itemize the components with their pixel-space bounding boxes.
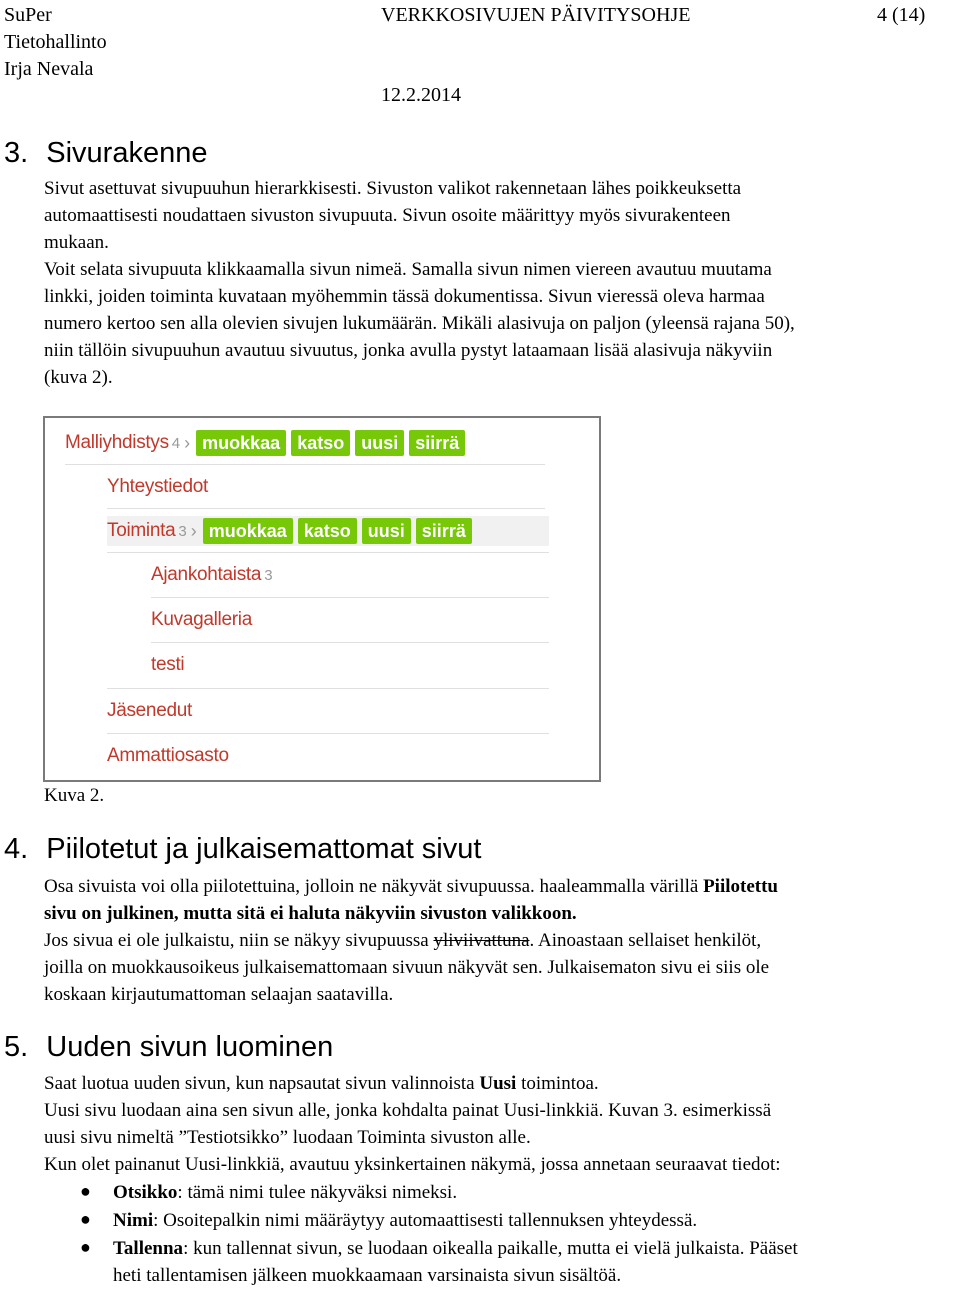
edit-button[interactable]: muokkaa	[196, 430, 286, 456]
text-line	[44, 1070, 944, 1097]
row-divider	[107, 552, 549, 553]
tree-item-malliyhdistys[interactable]: Malliyhdistys	[65, 432, 169, 453]
section-3-number: 3.	[4, 137, 29, 169]
text-line	[44, 873, 944, 900]
text-line: Sivut asettuvat sivupuuhun hierarkkisesti. Sivuston valikot rakennetaan lähes poikkeuksetta	[44, 178, 742, 199]
bullet-icon: ●	[80, 1209, 91, 1229]
chevron-right-icon: ›	[190, 520, 197, 541]
row-divider	[107, 688, 549, 689]
edit-button[interactable]: muokkaa	[203, 518, 293, 544]
text-line: Voit selata sivupuuta klikkaamalla sivun nimeä. Samalla sivun nimen viereen avautuu muutama	[44, 259, 772, 280]
text-span: Osa sivuista voi olla piilotettuina, jolloin ne näkyvät sivupuussa. haaleammalla värillä	[44, 876, 704, 897]
tree-row-yhteystiedot	[107, 472, 208, 502]
text-line: linkki, joiden toiminta kuvataan myöhemmin tässä dokumentissa. Sivun vieressä oleva harmaa	[44, 286, 765, 307]
bullet-icon: ●	[80, 1237, 91, 1257]
bold-text: sivu on julkinen, mutta sitä ei haluta näkyviin sivuston valikkoon.	[44, 903, 577, 924]
view-button[interactable]: katso	[291, 430, 350, 456]
section-4-title: Piilotetut ja julkaisemattomat sivut	[46, 833, 482, 865]
section-5-paragraph	[44, 1070, 944, 1178]
tree-item-ammattiosasto[interactable]: Ammattiosasto	[107, 745, 229, 766]
text-line: heti tallentamisen jälkeen muokkaamaan varsinaista sivun sisältöä.	[113, 1265, 622, 1286]
section-3-paragraph-2	[44, 256, 944, 391]
bold-text: Uusi	[479, 1073, 517, 1094]
text-span: : Osoitepalkin nimi määräytyy automaattisesti tallennuksen yhteydessä.	[153, 1210, 698, 1231]
text-line: mukaan.	[44, 232, 109, 253]
tree-row-ammattiosasto	[107, 741, 229, 771]
bullet-item-tallenna	[113, 1235, 953, 1289]
bullet-item-nimi	[113, 1207, 953, 1234]
text-line: uusi sivu nimeltä ”Testiotsikko” luodaan Toiminta sivuston alle.	[44, 1127, 531, 1148]
page-number: 4 (14)	[877, 4, 926, 26]
subpage-count: 3	[178, 522, 187, 540]
text-span: toimintoa.	[516, 1073, 599, 1094]
text-span: : kun tallennat sivun, se luodaan oikealla paikalle, mutta ei vielä julkaista. Pääset	[183, 1238, 798, 1259]
org-unit: Tietohallinto	[4, 31, 107, 53]
tree-item-kuvagalleria[interactable]: Kuvagalleria	[151, 609, 252, 630]
section-4-number: 4.	[4, 833, 29, 865]
text-span: . Ainoastaan sellaiset henkilöt,	[529, 930, 762, 951]
new-button[interactable]: uusi	[362, 518, 411, 544]
document-date: 12.2.2014	[381, 84, 461, 106]
text-line	[44, 900, 944, 927]
text-line: joilla on muokkausoikeus julkaisemattomaan sivuun näkyvät sen. Julkaisematon sivu ei siis ole	[44, 957, 770, 978]
chevron-right-icon: ›	[184, 432, 191, 453]
bold-text: Piilotettu	[703, 876, 778, 897]
bold-text: Nimi	[113, 1210, 154, 1231]
text-line	[44, 927, 944, 954]
bullet-item-otsikko	[113, 1179, 953, 1206]
figure-caption: Kuva 2.	[44, 785, 105, 806]
tree-item-toiminta[interactable]: Toiminta	[107, 520, 176, 541]
section-5-heading	[4, 1030, 333, 1064]
tree-row-root	[65, 428, 535, 458]
tree-item-yhteystiedot[interactable]: Yhteystiedot	[107, 476, 208, 497]
subpage-count: 4	[171, 434, 181, 452]
org-name: SuPer	[4, 4, 52, 26]
bold-text: Tallenna	[113, 1238, 184, 1259]
move-button[interactable]: siirrä	[416, 518, 472, 544]
text-line: (kuva 2).	[44, 367, 113, 388]
text-span: Saat luotua uuden sivun, kun napsautat sivun valinnoista	[44, 1073, 480, 1094]
tree-item-jasenedut[interactable]: Jäsenedut	[107, 700, 192, 721]
row-divider	[107, 508, 545, 509]
page-tree-screenshot	[43, 416, 601, 782]
section-5-title: Uuden sivun luominen	[46, 1031, 334, 1063]
strikethrough-text: yliviivattuna	[433, 930, 530, 951]
move-button[interactable]: siirrä	[409, 430, 465, 456]
tree-row-ajankohtaista	[151, 560, 273, 590]
row-divider	[151, 597, 549, 598]
text-line: numero kertoo sen alla olevien sivujen lukumäärän. Mikäli alasivuja on paljon (yleensä rajana 50),	[44, 313, 795, 334]
bullet-icon: ●	[80, 1181, 91, 1201]
bold-text: Otsikko	[113, 1182, 178, 1203]
section-4-paragraph	[44, 873, 944, 1008]
section-3-title: Sivurakenne	[46, 137, 208, 169]
section-4-heading	[4, 832, 481, 866]
row-divider	[65, 464, 545, 465]
text-span: Jos sivua ei ole julkaistu, niin se näkyy sivupuussa	[44, 930, 434, 951]
text-line: automaattisesti noudattaen sivuston sivupuuta. Sivun osoite määrittyy myös sivurakenteen	[44, 205, 731, 226]
tree-row-jasenedut	[107, 696, 192, 726]
view-button[interactable]: katso	[298, 518, 357, 544]
new-button[interactable]: uusi	[355, 430, 404, 456]
tree-row-testi	[151, 650, 184, 680]
text-line: niin tällöin sivupuuhun avautuu sivuutus, jonka avulla pystyt lataamaan lisää alasivuja näkyviin	[44, 340, 773, 361]
text-line: Uusi sivu luodaan aina sen sivun alle, jonka kohdalta painat Uusi-linkkiä. Kuvan 3. esimerkissä	[44, 1100, 772, 1121]
row-divider	[107, 733, 549, 734]
section-5-number: 5.	[4, 1031, 29, 1063]
tree-row-kuvagalleria	[151, 605, 252, 635]
author: Irja Nevala	[4, 58, 94, 80]
section-3-heading	[4, 136, 207, 170]
text-line	[113, 1235, 953, 1262]
document-title: VERKKOSIVUJEN PÄIVITYSOHJE	[381, 4, 691, 26]
section-3-paragraph-1	[44, 175, 944, 256]
row-divider	[151, 642, 549, 643]
subpage-count: 3	[264, 566, 273, 584]
tree-item-testi[interactable]: testi	[151, 654, 185, 675]
tree-row-toiminta	[107, 516, 549, 546]
tree-item-ajankohtaista[interactable]: Ajankohtaista	[151, 564, 262, 585]
text-span: : tämä nimi tulee näkyväksi nimeksi.	[177, 1182, 458, 1203]
text-line: Kun olet painanut Uusi-linkkiä, avautuu yksinkertainen näkymä, jossa annetaan seuraavat tiedot:	[44, 1154, 781, 1175]
text-line: koskaan kirjautumattoman selaajan saatavilla.	[44, 984, 394, 1005]
